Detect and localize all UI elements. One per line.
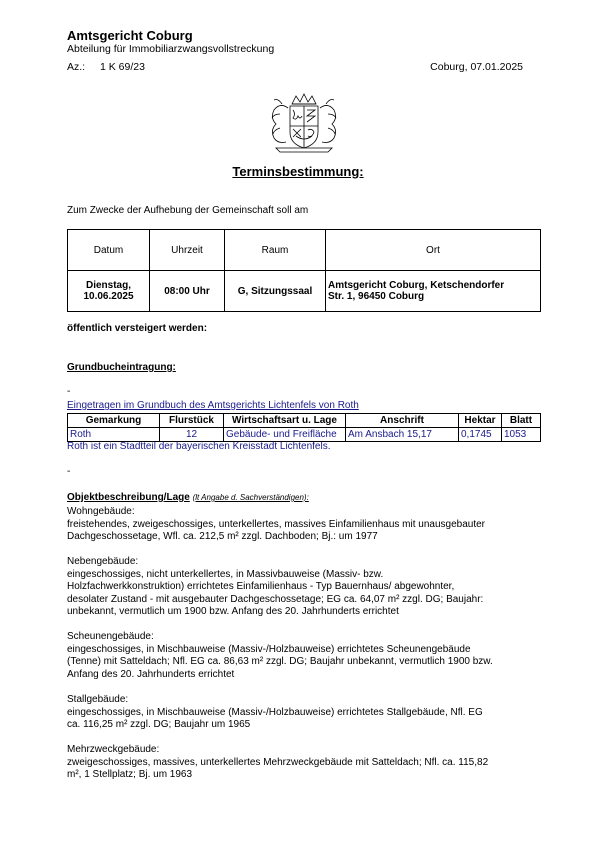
col-anschrift: Anschrift xyxy=(346,414,459,428)
section-multipurpose-building: Mehrzweckgebäude: zweigeschossiges, massives, unterkellertes Mehrzweckgebäude mit Satteldach; Nfl. ca. 115,82 m², 1 Stellplatz; Bj. um 1963 xyxy=(67,744,489,780)
cell-blatt: 1053 xyxy=(502,428,541,442)
cell-flurstueck: 12 xyxy=(160,428,224,442)
case-number-label: Az.: xyxy=(67,61,86,73)
header-place: Ort xyxy=(326,230,541,271)
place-date: Coburg, 07.01.2025 xyxy=(430,61,523,73)
separator-dash: - xyxy=(67,386,71,397)
land-register-table xyxy=(67,413,541,442)
separator-dash: - xyxy=(67,466,71,477)
section-stable: Stallgebäude: eingeschossiges, in Mischbauweise (Massiv-/Holzbauweise) errichtetes Stallgebäude, Nfl. EG ca. 116,25 m² zzgl. DG; Baujahr um 1965 xyxy=(67,694,483,730)
auction-room: G, Sitzungssaal xyxy=(225,271,326,312)
bavarian-coat-of-arms-icon xyxy=(262,92,346,154)
section-barn: Scheunengebäude: eingeschossiges, in Mischbauweise (Massiv-/Holzbauweise) errichtetes Scheunengebäude (Tenne) mit Satteldach; Nfl. EG ca. 86,63 m² zzgl. DG; Baujahr unbekannt, vermutlich 1900 bzw. Anfang des 20. Jahrhunderts errichtet xyxy=(67,631,493,680)
auction-time: 08:00 Uhr xyxy=(150,271,225,312)
section-secondary-building: Nebengebäude: eingeschossiges, nicht unterkellertes, in Massivbauweise (Massiv- bzw. Holzfachwerkkonstruktion) errichtetes Einfamilienhaus - Typ Bauernhaus/ abgewohnter, desolater Zustand - mit ausgebauter Dachgeschossetage; EG ca. 64,07 m² zzgl. DG; Baujahr: unbekannt, vermutlich um 1900 bzw. Anfang des 20. Jahrhunderts errichtet xyxy=(67,556,484,617)
cell-wirtschaftsart: Gebäude- und Freifläche xyxy=(224,428,346,442)
cell-gemarkung: Roth xyxy=(68,428,160,442)
court-name: Amtsgericht Coburg xyxy=(67,28,193,43)
department: Abteilung für Immobiliarzwangsvollstreckung xyxy=(67,43,275,55)
col-gemarkung: Gemarkung xyxy=(68,414,160,428)
object-description-heading: Objektbeschreibung/Lage (lt Angabe d. Sachverständigen): xyxy=(67,492,309,503)
land-register-heading: Grundbucheintragung: xyxy=(67,362,176,373)
auction-date: Dienstag, 10.06.2025 xyxy=(68,271,150,312)
section-residential-building: Wohngebäude: freistehendes, zweigeschossiges, unterkellertes, massives Einfamilienhaus mit unausgebauter Dachgeschossetage, Wfl. ca. 212,5 m² zzgl. Dachboden; Bj.: um 1977 xyxy=(67,506,485,542)
document-title: Terminsbestimmung: xyxy=(232,164,364,179)
col-blatt: Blatt xyxy=(502,414,541,428)
land-register-link[interactable]: Eingetragen im Grundbuch des Amtsgerichts Lichtenfels von Roth xyxy=(67,400,359,411)
land-register-note: Roth ist ein Stadtteil der bayerischen Kreisstadt Lichtenfels. xyxy=(67,441,331,452)
sold-text: öffentlich versteigert werden: xyxy=(67,323,208,334)
col-wirtschaftsart: Wirtschaftsart u. Lage xyxy=(224,414,346,428)
table-row xyxy=(68,428,541,442)
cell-anschrift: Am Ansbach 15,17 xyxy=(346,428,459,442)
auction-place: Amtsgericht Coburg, Ketschendorfer Str. 1, 96450 Coburg xyxy=(326,271,541,312)
cell-hektar: 0,1745 xyxy=(459,428,502,442)
header-time: Uhrzeit xyxy=(150,230,225,271)
col-flurstueck: Flurstück xyxy=(160,414,224,428)
header-room: Raum xyxy=(225,230,326,271)
header-date: Datum xyxy=(68,230,150,271)
auction-schedule-table xyxy=(67,229,541,312)
case-number: 1 K 69/23 xyxy=(100,61,145,73)
intro-text: Zum Zwecke der Aufhebung der Gemeinschaft soll am xyxy=(67,205,309,216)
col-hektar: Hektar xyxy=(459,414,502,428)
